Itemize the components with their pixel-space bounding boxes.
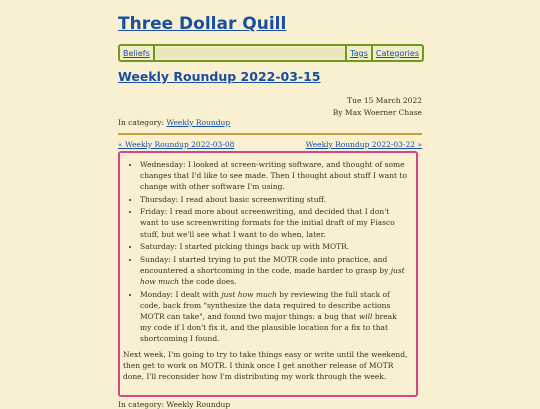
category-prefix: In category: (118, 118, 164, 127)
nav-link-tags[interactable]: Tags (350, 48, 368, 58)
footer-category: In category: Weekly Roundup (118, 400, 231, 409)
post-body (118, 151, 418, 397)
emphasis: just how much (140, 265, 405, 286)
post-meta (222, 95, 422, 119)
next-post-link[interactable]: Weekly Roundup 2022-03-22 » (305, 140, 422, 149)
section-divider (118, 133, 422, 135)
roundup-list (123, 159, 410, 344)
list-item: • Monday: I dealt with just how much by reviewing the full stack of code, back from "synthesize the data required to describe actions MOTR can take", and found two major things: a bug that will break my code if I don't fix it, and the plausible location for a fix to that shortcoming I found. (140, 289, 410, 344)
emphasis: will (358, 311, 373, 321)
nav-link-beliefs[interactable]: Beliefs (123, 48, 150, 58)
post-title-link[interactable]: Weekly Roundup 2022-03-15 (118, 69, 321, 84)
prev-post-link[interactable]: « Weekly Roundup 2022-03-08 (118, 140, 235, 149)
post-date: Tue 15 March 2022 (347, 96, 422, 105)
nav-bar (118, 44, 424, 62)
list-item: • Wednesday: I looked at screen-writing software, and thought of some changes that I'd like to see made. Then I thought about stuff I want to change with other software I'm using. (140, 159, 410, 192)
list-item: • Saturday: I started picking things back up with MOTR. (140, 241, 410, 252)
list-item: • Thursday: I read about basic screenwriting stuff. (140, 194, 410, 205)
site-title-link[interactable]: Three Dollar Quill (118, 14, 287, 34)
closing-paragraph: Next week, I'm going to try to take things easy or write until the weekend, then get to work on MOTR. I think once I get another release of MOTR done, I'll reconsider how I'm distributing my work through the week. (123, 350, 408, 382)
category-link[interactable]: Weekly Roundup (166, 118, 231, 127)
nav-spacer (155, 48, 345, 58)
list-item: • Sunday: I started trying to put the MOTR code into practice, and encountered a shortcoming in the code, made harder to grasp by just how much the code does. (140, 254, 410, 287)
list-item: • Friday: I read more about screenwriting, and decided that I don't want to use screenwriting formats for the initial draft of my Fiasco stuff, but we'll see what I want to do when, later. (140, 206, 410, 239)
emphasis: just how much (221, 289, 277, 299)
post-author: By Max Woerner Chase (332, 108, 422, 117)
post-category (118, 118, 230, 127)
nav-link-categories[interactable]: Categories (375, 48, 419, 58)
